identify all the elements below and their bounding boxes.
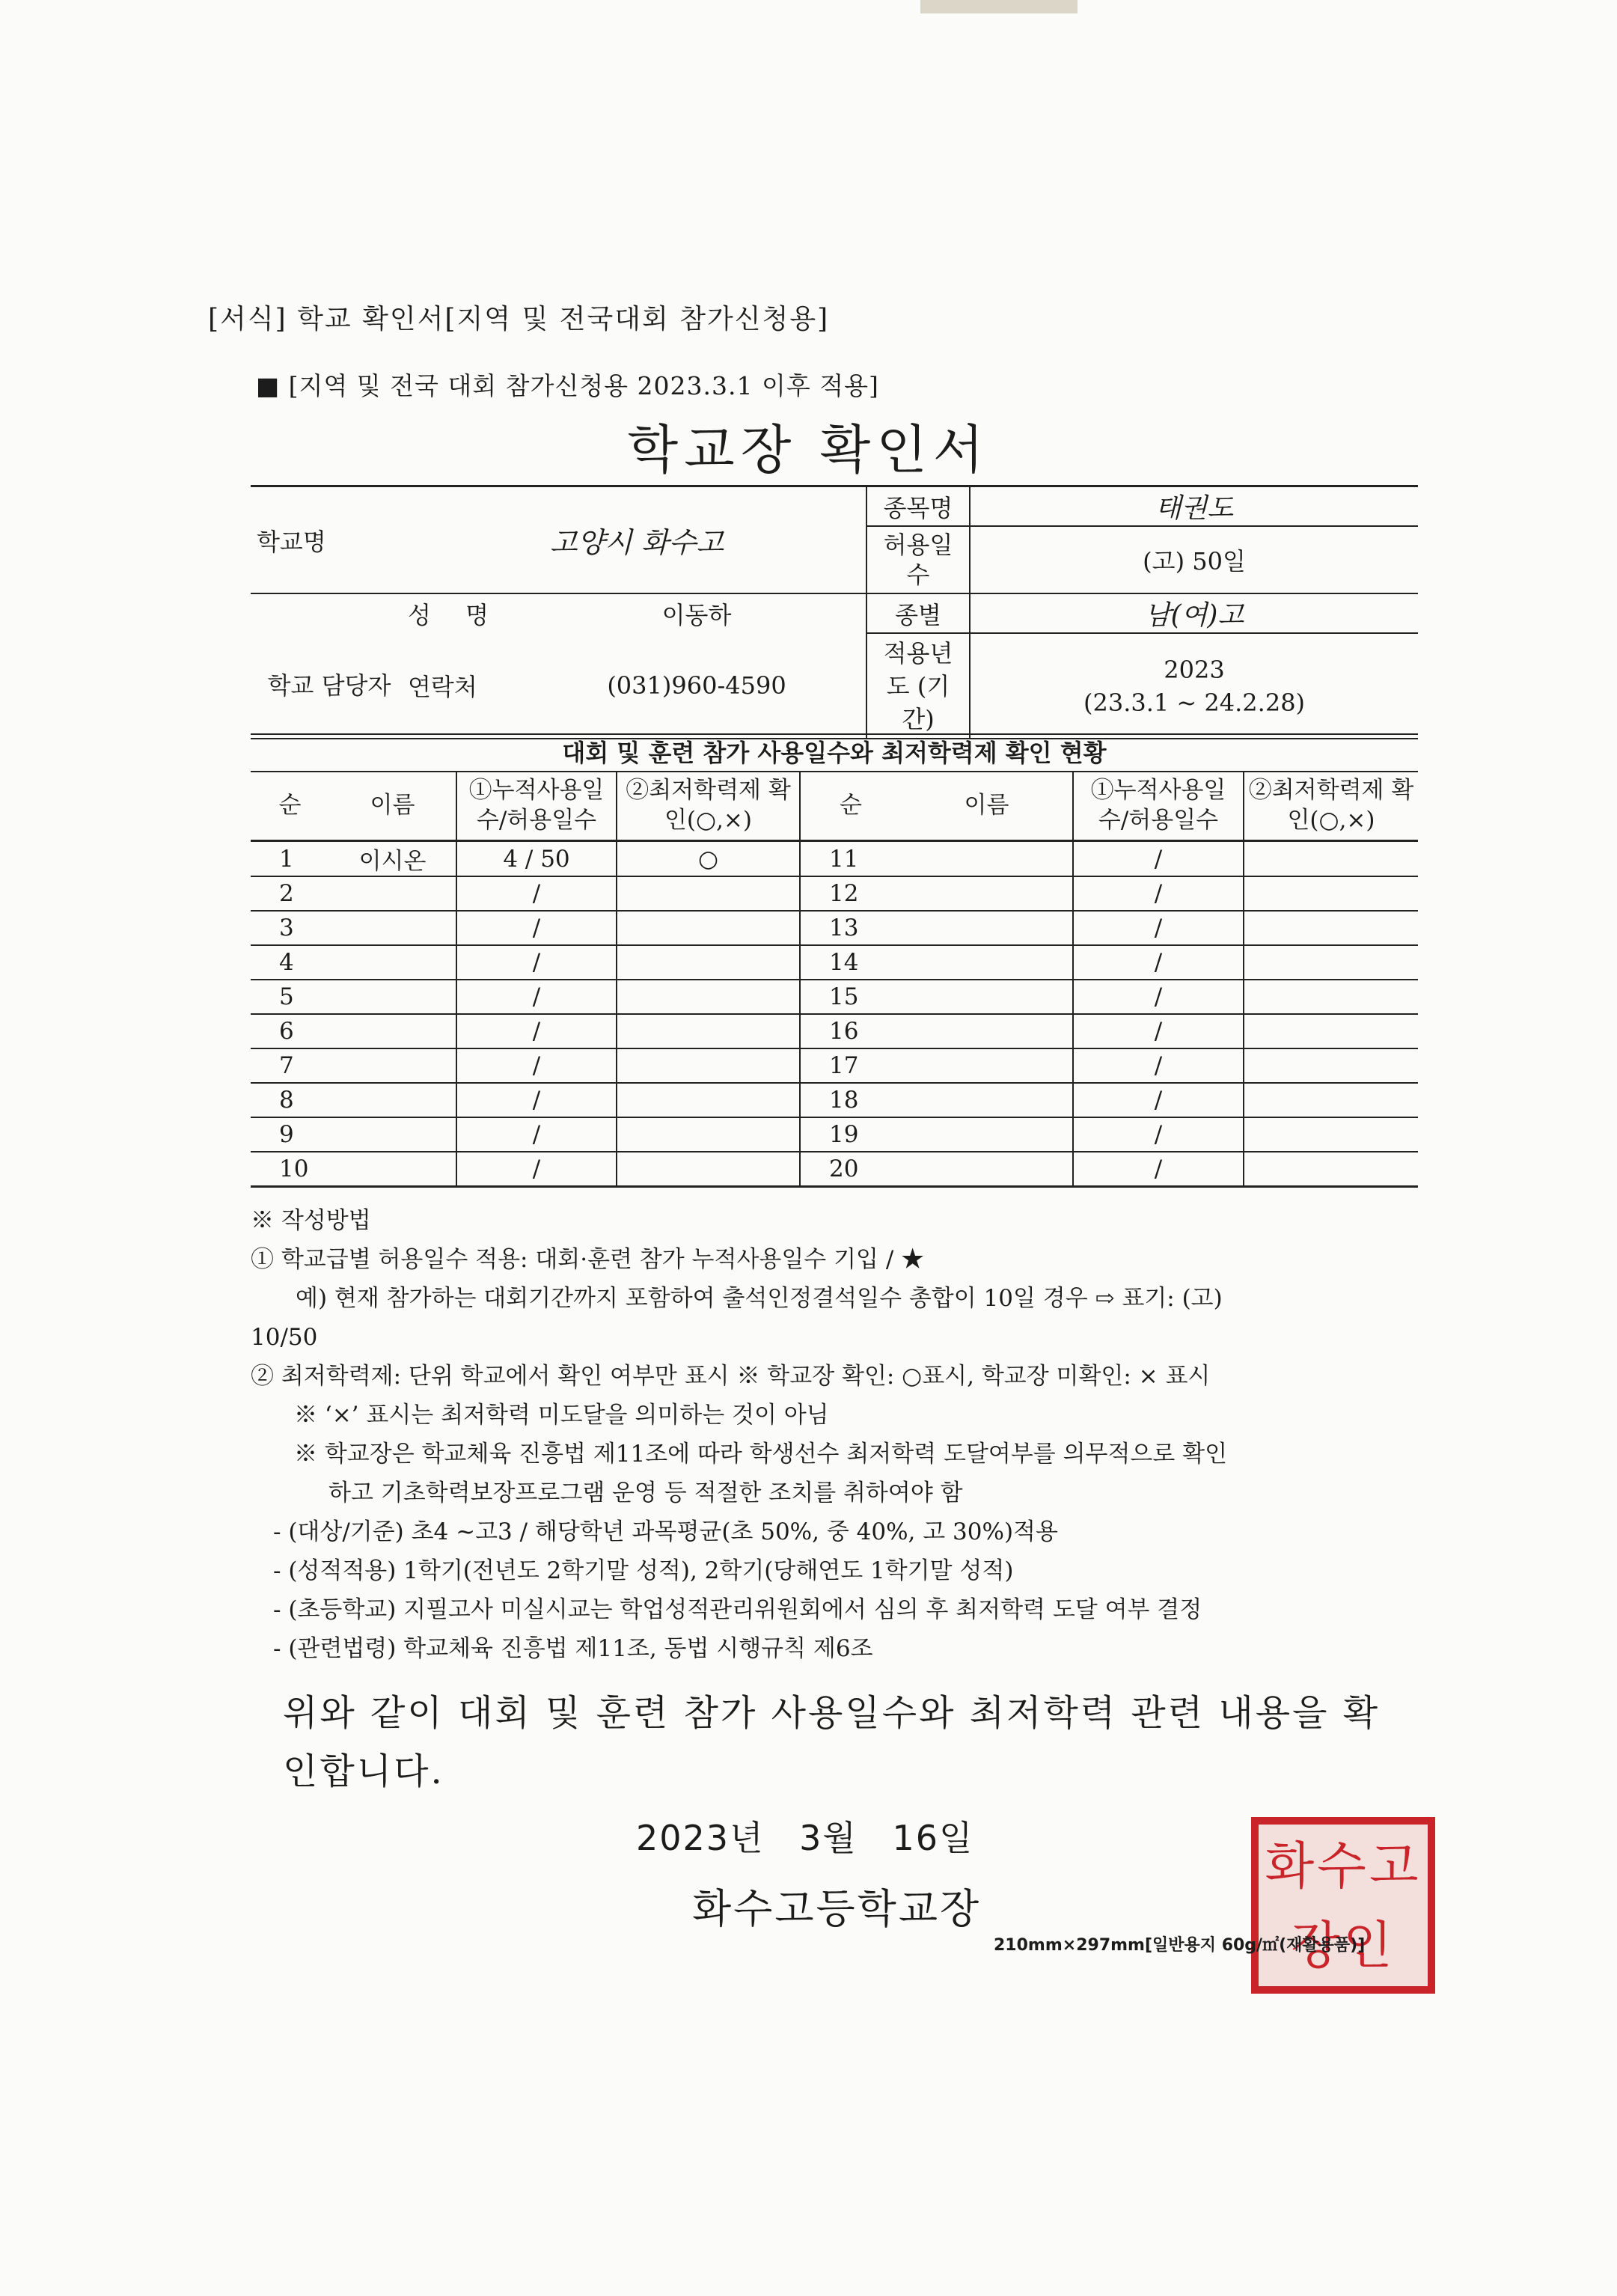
row-check (617, 911, 800, 945)
period-value: (23.3.1 ~ 24.2.28) (1083, 688, 1306, 717)
row-check (617, 1014, 800, 1048)
row-name-right (901, 1014, 1073, 1048)
row-name-right (901, 980, 1073, 1014)
row-no-right: 20 (800, 1152, 901, 1187)
section-title: 대회 및 훈련 참가 사용일수와 최저학력제 확인 현황 (251, 733, 1418, 772)
row-check-right (1244, 911, 1418, 945)
row-name-right (901, 945, 1073, 980)
row-days-right: / (1073, 1014, 1244, 1048)
table-row (251, 911, 1418, 945)
note-line: 하고 기초학력보장프로그램 운영 등 적절한 조치를 취하여야 함 (328, 1480, 963, 1506)
row-days: / (456, 1083, 617, 1117)
row-no-right: 15 (800, 980, 901, 1014)
row-check: ○ (617, 841, 800, 877)
row-days-right: / (1073, 1117, 1244, 1152)
table-row (251, 1014, 1418, 1048)
row-name-right (901, 1152, 1073, 1187)
note-line: - (초등학교) 지필고사 미실시교는 학업성적관리위원회에서 심의 후 최저학력 도달 여부 결정 (273, 1596, 1202, 1623)
row-days: 4 / 50 (456, 841, 617, 877)
participants-table (251, 771, 1418, 1188)
row-no: 2 (251, 876, 329, 911)
allowed-days-value: (고) 50일 (970, 526, 1418, 593)
notes (251, 1201, 1418, 1668)
row-name (329, 1014, 456, 1048)
row-check (617, 1083, 800, 1117)
row-name (329, 911, 456, 945)
name-value: 이동하 (528, 593, 866, 633)
row-no-right: 18 (800, 1083, 901, 1117)
table-row (251, 1048, 1418, 1083)
tape-strip (920, 0, 1078, 13)
note-line: - (관련법령) 학교체육 진흥법 제11조, 동법 시행규칙 제6조 (273, 1635, 873, 1662)
row-no-right: 13 (800, 911, 901, 945)
row-days-right: / (1073, 1152, 1244, 1187)
note-line: - (성적적용) 1학기(전년도 2학기말 성적), 2학기(당해연도 1학기말 성적) (273, 1557, 1014, 1584)
row-check-right (1244, 1048, 1418, 1083)
header-no-right: 순 (800, 771, 901, 841)
date-month: 3월 (799, 1818, 858, 1858)
row-check-right (1244, 945, 1418, 980)
row-days: / (456, 911, 617, 945)
row-name (329, 876, 456, 911)
table-row (251, 876, 1418, 911)
date-day: 16일 (892, 1818, 974, 1858)
row-name-right (901, 911, 1073, 945)
row-no: 10 (251, 1152, 329, 1187)
header-days: ①누적사용일수/허용일수 (456, 771, 617, 841)
row-no: 9 (251, 1117, 329, 1152)
row-days: / (456, 1048, 617, 1083)
note-heading: ※ 작성방법 (251, 1207, 371, 1234)
row-no: 7 (251, 1048, 329, 1083)
row-days-right: / (1073, 841, 1244, 877)
row-name (329, 1083, 456, 1117)
row-no: 5 (251, 980, 329, 1014)
row-days-right: / (1073, 911, 1244, 945)
manager-label: 학교 담당자 (267, 671, 391, 700)
event-value: 태권도 (970, 487, 1418, 526)
note-line: - (대상/기준) 초4 ~고3 / 해당학년 과목평균(초 50%, 중 40%, 고 30%)적용 (273, 1518, 1058, 1545)
table-row (251, 945, 1418, 980)
row-days-right: / (1073, 980, 1244, 1014)
row-no-right: 11 (800, 841, 901, 877)
row-name (329, 980, 456, 1014)
row-name-right (901, 876, 1073, 911)
gender-label: 종별 (866, 593, 970, 633)
year-cell (970, 633, 1418, 738)
row-days-right: / (1073, 1083, 1244, 1117)
header-name: 이름 (329, 771, 456, 841)
row-check (617, 876, 800, 911)
row-days: / (456, 980, 617, 1014)
table-row (251, 1117, 1418, 1152)
table-row (251, 980, 1418, 1014)
school-name: 고양시 화수고 (549, 526, 724, 559)
row-name-right (901, 1117, 1073, 1152)
row-check (617, 1117, 800, 1152)
row-check (617, 1152, 800, 1187)
header-days-right: ①누적사용일수/허용일수 (1073, 771, 1244, 841)
row-check (617, 980, 800, 1014)
row-name-right (901, 841, 1073, 877)
row-check-right (1244, 876, 1418, 911)
row-check-right (1244, 1083, 1418, 1117)
table-row (251, 841, 1418, 877)
row-no-right: 17 (800, 1048, 901, 1083)
row-check (617, 945, 800, 980)
table-row (251, 1152, 1418, 1187)
row-name-right (901, 1048, 1073, 1083)
table-row (251, 1083, 1418, 1117)
row-check-right (1244, 1014, 1418, 1048)
row-name (329, 1048, 456, 1083)
sub-label: ■ [지역 및 전국 대회 참가신청용 2023.3.1 이후 적용] (256, 371, 879, 400)
row-days-right: / (1073, 1048, 1244, 1083)
row-no: 1 (251, 841, 329, 877)
note-line: 10/50 (251, 1324, 318, 1351)
date-year: 2023년 (636, 1818, 765, 1858)
note-line: 예) 현재 참가하는 대회기간까지 포함하여 출석인정결석일수 총합이 10일 경우 ⇨ 표기: (고) (296, 1285, 1223, 1312)
row-days: / (456, 945, 617, 980)
row-check-right (1244, 1152, 1418, 1187)
row-days: / (456, 876, 617, 911)
header-check: ②최저학력제 확인(○,×) (617, 771, 800, 841)
allowed-days-label: 허용일수 (866, 526, 970, 593)
row-name-right (901, 1083, 1073, 1117)
seal-text: 화수고 장인 (1265, 1837, 1422, 1976)
row-no: 6 (251, 1014, 329, 1048)
row-name (329, 945, 456, 980)
row-no: 8 (251, 1083, 329, 1117)
row-days: / (456, 1152, 617, 1187)
row-days-right: / (1073, 945, 1244, 980)
contact-value: (031)960-4590 (607, 671, 786, 700)
paper-size-note: 210mm×297mm[일반용지 60g/㎡(재활용품)] (994, 1936, 1366, 1955)
gender-value: 남(여)고 (970, 593, 1418, 633)
row-name: 이시온 (329, 841, 456, 877)
year-value: 2023 (1164, 655, 1225, 684)
note-line: ※ ‘×’ 표시는 최저학력 미도달을 의미하는 것이 아님 (294, 1402, 829, 1429)
header-check-right: ②최저학력제 확인(○,×) (1244, 771, 1418, 841)
note-line: ① 학교급별 허용일수 적용: 대회·훈련 참가 누적사용일수 기입 / ★ (251, 1246, 925, 1273)
row-no-right: 14 (800, 945, 901, 980)
note-line: ※ 학교장은 학교체육 진흥법 제11조에 따라 학생선수 최저학력 도달여부를 의무적으로 확인 (294, 1441, 1228, 1468)
row-check-right (1244, 980, 1418, 1014)
page-title: 학교장 확인서 (627, 419, 990, 480)
row-days: / (456, 1117, 617, 1152)
date (636, 1811, 973, 1860)
row-no-right: 19 (800, 1117, 901, 1152)
row-check-right (1244, 841, 1418, 877)
row-no-right: 12 (800, 876, 901, 911)
year-label: 적용년도 (기간) (866, 633, 970, 738)
row-days-right: / (1073, 876, 1244, 911)
row-name (329, 1117, 456, 1152)
header-no: 순 (251, 771, 329, 841)
official-seal (1251, 1817, 1435, 1994)
row-name (329, 1152, 456, 1187)
row-check-right (1244, 1117, 1418, 1152)
row-no-right: 16 (800, 1014, 901, 1048)
name-label: 성 명 (408, 593, 528, 633)
confirm-text: 위와 같이 대회 및 훈련 참가 사용일수와 최저학력 관련 내용을 확인합니다. (283, 1692, 1381, 1792)
participants-rows (251, 841, 1418, 1187)
note-line: ② 최저학력제: 단위 학교에서 확인 여부만 표시 ※ 학교장 확인: ○표시, 학교장 미확인: × 표시 (251, 1363, 1211, 1390)
row-check (617, 1048, 800, 1083)
row-no: 4 (251, 945, 329, 980)
principal-name: 화수고등학교장 (692, 1885, 982, 1932)
row-no: 3 (251, 911, 329, 945)
contact-label: 연락처 (408, 673, 477, 701)
row-days: / (456, 1014, 617, 1048)
header-name-right: 이름 (901, 771, 1073, 841)
event-label: 종목명 (866, 487, 970, 526)
info-table (251, 485, 1418, 739)
school-label: 학교명 (257, 527, 326, 556)
form-label: [서식] 학교 확인서[지역 및 전국대회 참가신청용] (208, 304, 830, 335)
